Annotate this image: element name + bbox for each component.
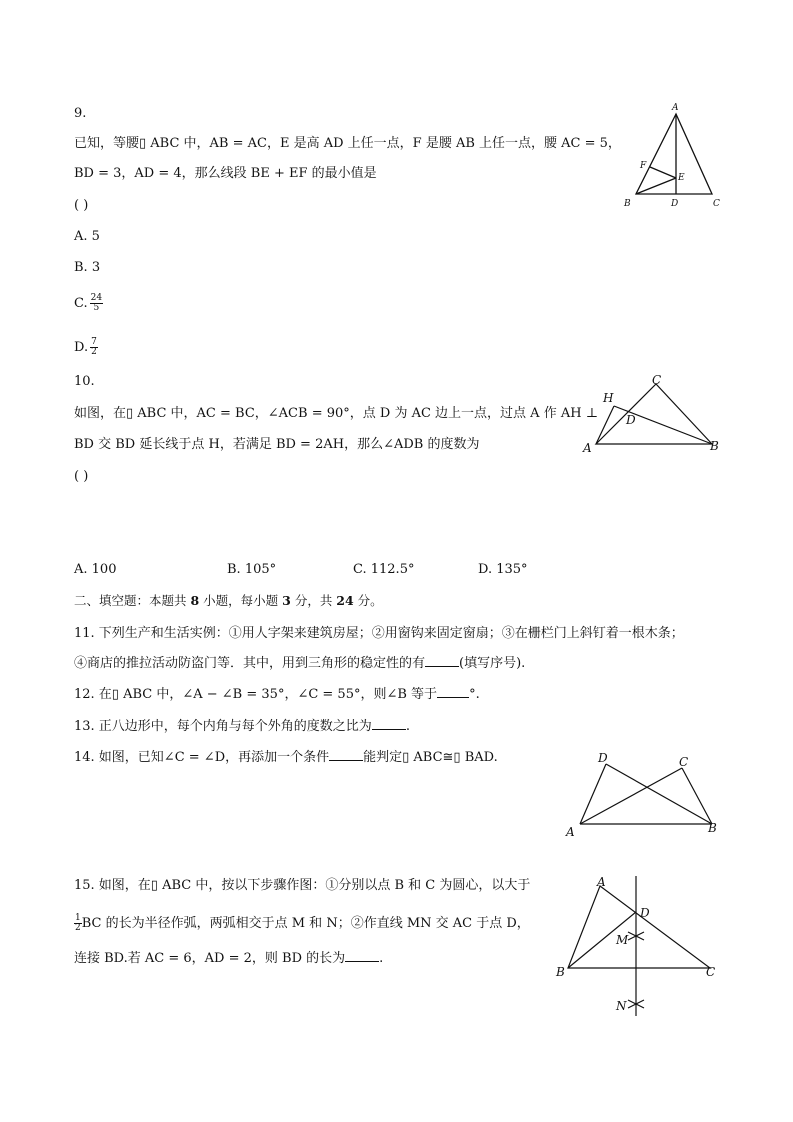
q12-answer-blank[interactable] (437, 697, 469, 698)
q9-label-d: D (671, 199, 679, 209)
q11-line2: ④商店的推拉活动防盗门等．其中，用到三角形的稳定性的有 (填写序号). (74, 656, 526, 671)
q14-line: 14. 如图，已知∠C = ∠D，再添加一个条件 能判定▯ ABC≅▯ BAD. (74, 750, 498, 765)
q10-label-c: C (652, 373, 662, 387)
q10-label-h: H (603, 391, 614, 405)
q15-half-fraction: $\frac{1}{2}$ (75, 913, 81, 933)
q9-option-c-fraction: $\frac{24}{5}$ (90, 293, 103, 313)
q9-stem-line1: 已知，等腰▯ ABC 中，AB = AC，E 是高 AD 上任一点，F 是腰 AB 上任一点，腰 AC = 5， (74, 136, 621, 151)
q15-line2: $\frac{1}{2}$ BC 的长为半径作弧，两弧相交于点 M 和 N；②作直线 MN 交 AC 于点 D， (75, 913, 530, 933)
q13-answer-blank[interactable] (372, 729, 406, 730)
q10-number: 10. (74, 374, 95, 389)
q10-label-b: B (710, 439, 719, 453)
q9-label-c: C (713, 199, 720, 209)
q9-label-e: E (678, 173, 685, 183)
q9-label-f: F (640, 161, 647, 171)
q10-triangle-figure (580, 372, 730, 462)
q15-line1: 15. 如图，在▯ ABC 中，按以下步骤作图：①分别以点 B 和 C 为圆心，以大于 (74, 878, 531, 893)
q15-label-a: A (597, 875, 606, 889)
q15-answer-blank[interactable] (345, 961, 379, 962)
section2-header: 二、填空题：本题共 8 小题，每小题 3 分，共 24 分。 (74, 593, 383, 608)
q10-stem-line1: 如图，在▯ ABC 中，AC = BC，∠ACB = 90°，点 D 为 AC 边上一点，过点 A 作 AH ⊥ (74, 406, 598, 421)
q14-label-b: B (708, 821, 717, 835)
q9-stem-line2: BD = 3，AD = 4，那么线段 BE + EF 的最小值是 (74, 166, 377, 181)
q14-label-a: A (566, 825, 575, 839)
q15-label-b: B (556, 965, 565, 979)
q11-line1: 11. 下列生产和生活实例：①用人字架来建筑房屋；②用窗钩来固定窗扇；③在栅栏门上斜钉着一根木条； (74, 626, 684, 641)
q14-figure (560, 748, 730, 843)
q9-option-d[interactable] (74, 338, 98, 357)
q10-label-d: D (626, 413, 636, 427)
q15-figure (550, 872, 730, 1022)
q10-stem-line2: BD 交 BD 延长线于点 H，若满足 BD = 2AH，那么∠ADB 的度数为 (74, 437, 480, 452)
q14-label-c: C (679, 755, 689, 769)
q10-option-a[interactable]: A. 100 (74, 562, 117, 577)
q13-line: 13. 正八边形中，每个内角与每个外角的度数之比为 . (74, 719, 410, 734)
q9-triangle-figure (620, 100, 730, 215)
q10-option-c[interactable]: C. 112.5° (353, 562, 415, 577)
q15-label-c: C (706, 965, 716, 979)
q9-option-c-prefix: C. (74, 296, 88, 311)
q10-option-d[interactable]: D. 135° (478, 562, 528, 577)
q12-line: 12. 在▯ ABC 中，∠A − ∠B = 35°，∠C = 55°，则∠B 等于 °. (74, 687, 480, 702)
q15-label-d: D (640, 906, 650, 920)
q15-label-n: N (616, 999, 627, 1013)
q9-option-d-prefix: D. (74, 340, 89, 355)
q9-option-c[interactable] (74, 294, 103, 313)
q15-line3: 连接 BD.若 AC = 6，AD = 2，则 BD 的长为 . (74, 951, 384, 966)
q9-answer-paren: ( ) (74, 198, 89, 213)
q9-option-b[interactable]: B. 3 (74, 260, 101, 275)
q14-label-d: D (598, 751, 608, 765)
q10-option-b[interactable]: B. 105° (227, 562, 277, 577)
q14-answer-blank[interactable] (329, 760, 363, 761)
q9-option-d-fraction: $\frac{7}{2}$ (91, 337, 97, 357)
q10-label-a: A (583, 441, 592, 455)
q15-label-m: M (616, 933, 629, 947)
q9-option-a[interactable]: A. 5 (74, 229, 100, 244)
q10-answer-paren: ( ) (74, 469, 89, 484)
q9-number: 9. (74, 106, 87, 121)
q9-label-b: B (624, 199, 631, 209)
q11-answer-blank[interactable] (425, 666, 459, 667)
q9-label-a: A (672, 103, 679, 113)
